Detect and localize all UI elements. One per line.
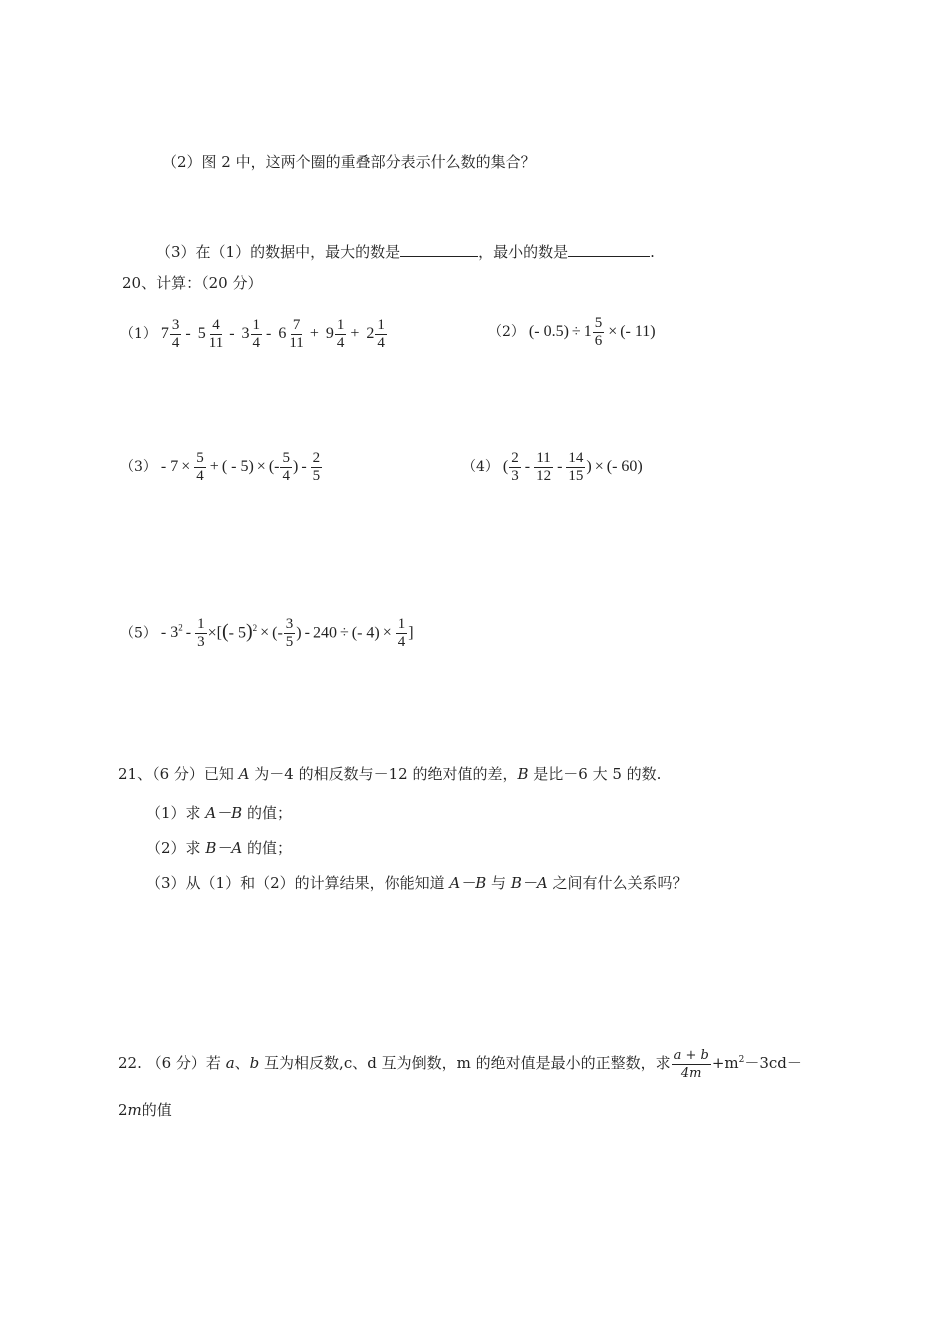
q21-part1: （1）求 A－B 的值； xyxy=(146,804,292,822)
q21-part3: （3）从（1）和（2）的计算结果，你能知道 A－B 与 B－A 之间有什么关系吗？ xyxy=(146,874,688,892)
q20-title: 20、计算：（20 分） xyxy=(122,274,263,292)
q22-fraction: $\frac{a + b}{4m}$ xyxy=(673,1047,709,1081)
q21-part2: （2）求 B－A 的值； xyxy=(146,839,292,857)
q22-line2: 2m的值 xyxy=(118,1101,172,1119)
q20-expr-4: （4） ( $\frac{2}{3}$ - $\frac{11}{12}$ - $\frac{14}{15}$ ) × (- 60) xyxy=(462,449,643,484)
q19-part3: （3）在（1）的数据中，最大的数是 ，最小的数是 . xyxy=(156,240,655,262)
q19-part2: （2）图 2 中，这两个圈的重叠部分表示什么数的集合？ xyxy=(162,153,536,171)
q20-expr-5: $(5) - 3^2$ - $\frac{1}{3}$ ×[(- 5)$^2$ × (- $\frac{3}{5}$ ) - 240 ÷ (- 4) × $\frac{1}{4}$ ] xyxy=(120,616,414,651)
answer-blank-min[interactable] xyxy=(568,240,650,257)
q20-expr-3: （3） - 7 × $\frac{5}{4}$ + ( - 5) × (- $\frac{5}{4}$ ) - $\frac{2}{5}$ xyxy=(120,449,321,484)
answer-blank-max[interactable] xyxy=(400,240,478,257)
q20-expr-2: （2） (- 0.5) ÷ 1 $\frac{5}{6}$ × (- 11) xyxy=(488,314,656,349)
q21-stem: 21、（6 分）已知 A 为－4 的相反数与－12 的绝对值的差，B 是比－6 大 5 的数. xyxy=(118,765,662,783)
q22-stem: 22. （6 分）若 a、b 互为相反数,c、d 互为倒数，m 的绝对值是最小的正整数，求 $\frac{a + b}{4m}$ $+m^2-3cd-$ xyxy=(118,1047,802,1081)
q20-expr-1: （1） 7 $\frac{3}{4}$ - 5 $\frac{4}{11}$ - 3 $\frac{1}{4}$ - 6 $\frac{7}{11}$ + 9 $\frac{1}{4}$ + 2 $\frac{1}{4}$ xyxy=(120,316,385,351)
